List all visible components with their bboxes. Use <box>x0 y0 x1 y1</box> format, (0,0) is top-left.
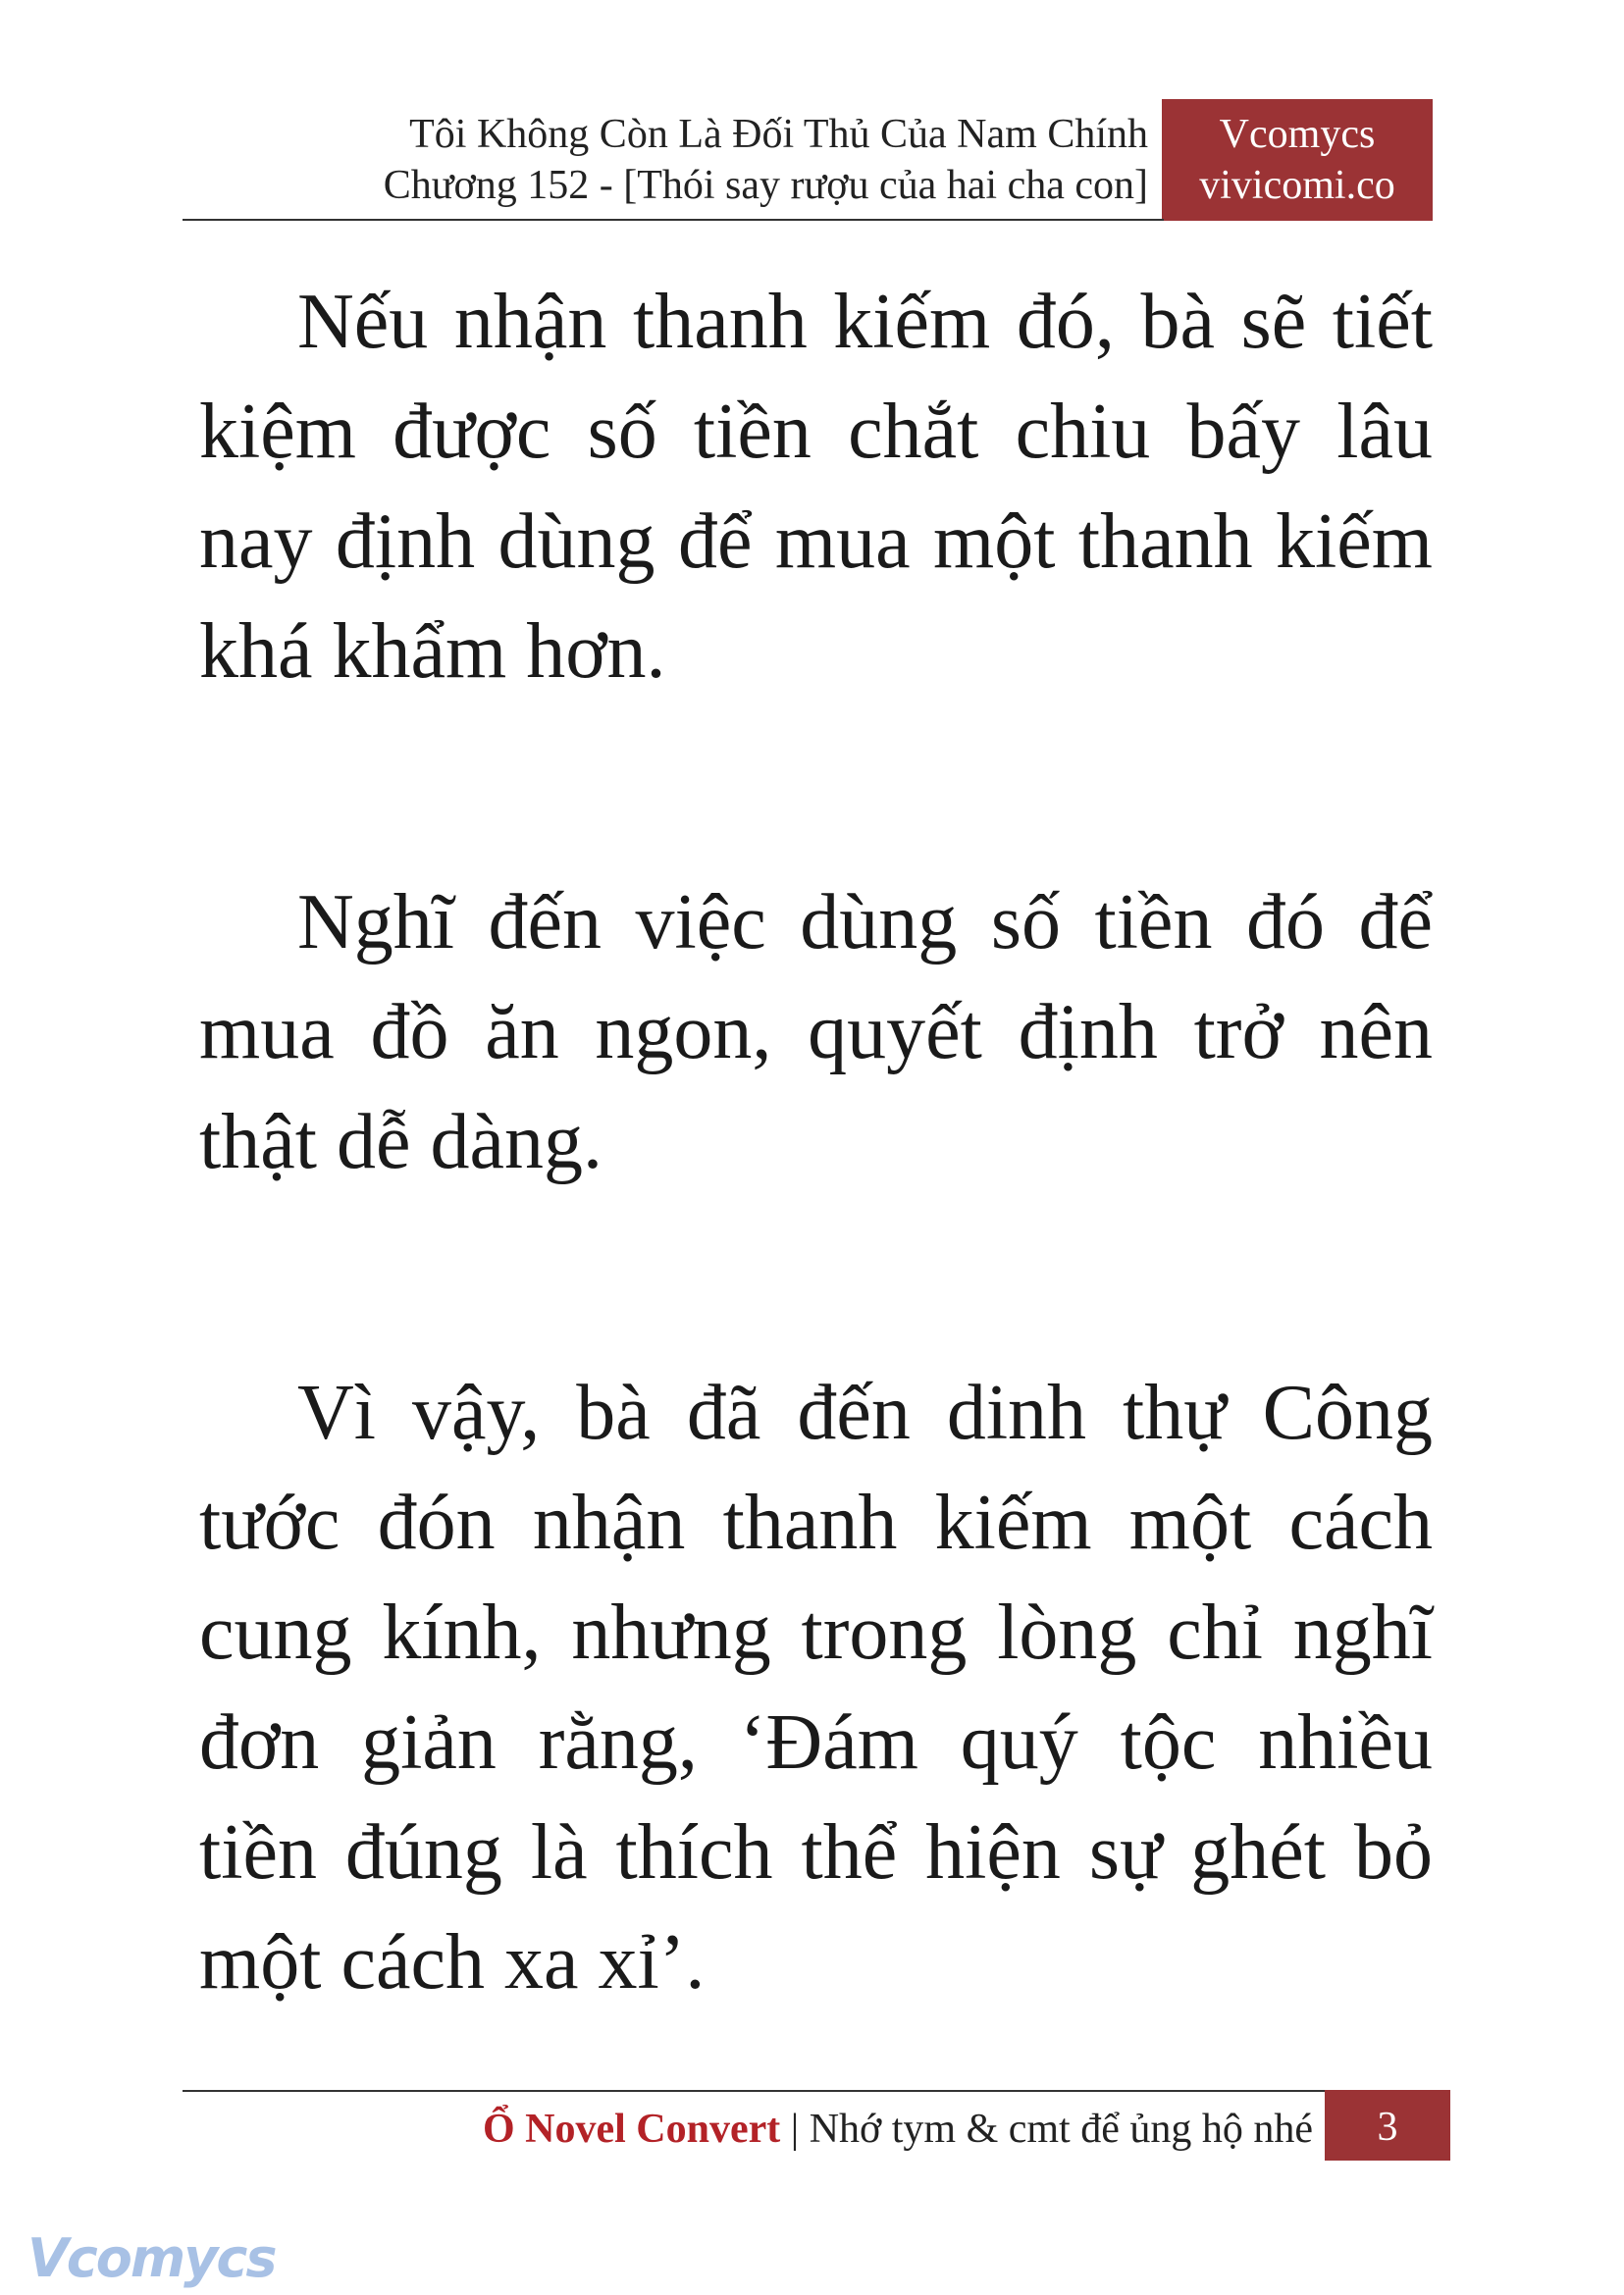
chapter-body <box>199 267 1433 2017</box>
site-badge <box>1162 99 1433 221</box>
site-name: Vcomycs <box>1219 112 1376 157</box>
page-footer <box>183 2090 1450 2161</box>
page-header <box>183 99 1433 221</box>
page-number: 3 <box>1325 2090 1450 2161</box>
paragraph: Nghĩ đến việc dùng số tiền đó để mua đồ ăn ngon, quyết định trở nên thật dễ dàng. <box>199 879 1433 1185</box>
site-url: vivicomi.co <box>1199 163 1395 208</box>
footer-separator: | <box>780 2107 810 2152</box>
footer-note: Nhớ tym & cmt để ủng hộ nhé <box>809 2107 1313 2152</box>
paragraph: Vì vậy, bà đã đến dinh thự Công tước đón nhận thanh kiếm một cách cung kính, nhưng trong lòng chỉ nghĩ đơn giản rằng, ‘Đám quý tộc nhiều tiền đúng là thích thể hiện sự ghét bỏ một cách xa xỉ’. <box>199 1370 1433 2006</box>
footer-divider <box>183 2090 1336 2092</box>
footer-brand: Ổ Novel Convert <box>482 2107 781 2152</box>
footer-credit <box>483 2098 1313 2161</box>
book-title: Tôi Không Còn Là Đối Thủ Của Nam Chính <box>409 112 1148 157</box>
watermark-logo: Vcomycs <box>27 2227 276 2289</box>
chapter-title: Chương 152 - [Thói say rượu của hai cha con] <box>383 163 1148 208</box>
header-titles <box>384 109 1148 211</box>
paragraph: Nếu nhận thanh kiếm đó, bà sẽ tiết kiệm được số tiền chắt chiu bấy lâu nay định dùng để mua một thanh kiếm khá khẩm hơn. <box>199 279 1433 695</box>
header-divider <box>183 219 1164 221</box>
